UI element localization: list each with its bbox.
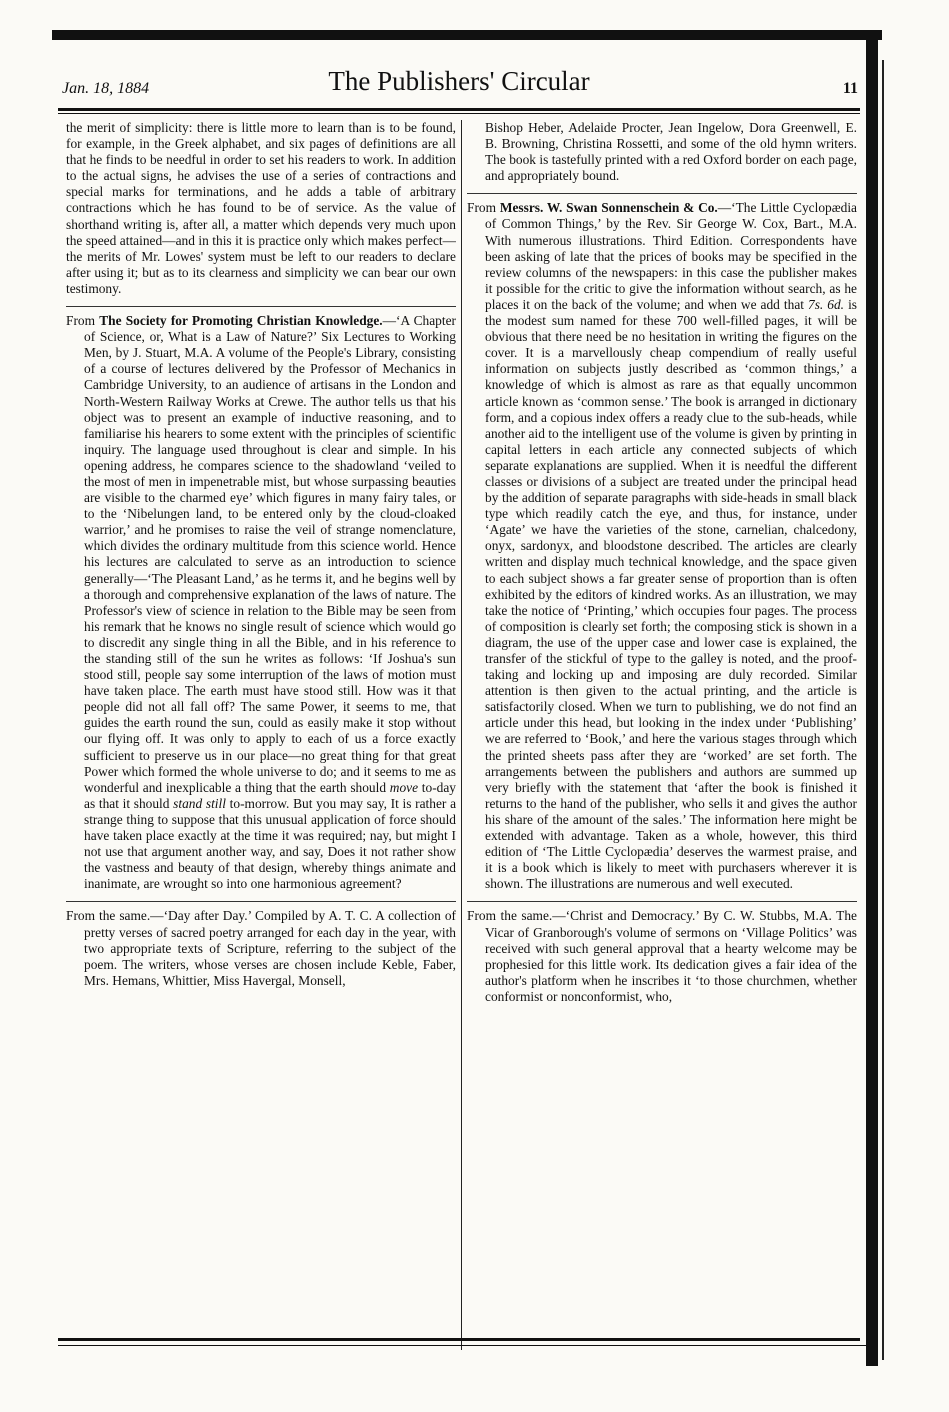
right-border-rule bbox=[866, 36, 878, 1366]
entry-emphasis: stand still bbox=[173, 795, 226, 811]
issue-date: Jan. 18, 1884 bbox=[62, 80, 150, 97]
entry-text: to-morrow. But you may say, It is rather a strange thing to suppose that this unusual application of force should have taken place exactly at the time it was required; nay, but might I not use that argument another way, and say, Does it not rather show the vastness and beauty of that design, whereby things animate and inanimate, are wrought so into one harmonious agreement? bbox=[84, 795, 456, 892]
review-continuation: Bishop Heber, Adelaide Procter, Jean Ingelow, Dora Greenwell, E. B. Browning, Christina Rossetti, and some of the old hymn writers. The book is tastefully printed with a red Oxford border on each page, and appropriately bound. bbox=[485, 120, 857, 184]
review-entry-sonnenschein bbox=[467, 200, 857, 892]
review-entry-day-after-day: From the same.—‘Day after Day.’ Compiled by A. T. C. A collection of pretty verses of sacred poetry arranged for each day in the year, with two appropriate texts of Scripture, referring to the subject of the poem. The writers, whose verses are chosen include Keble, Faber, Mrs. Hemans, Whittier, Miss Havergal, Monsell, bbox=[66, 908, 456, 988]
review-entry-christ-and-democracy: From the same.—‘Christ and Democracy.’ By C. W. Stubbs, M.A. The Vicar of Granborough's volume of sermons on ‘Village Politics’ was received with such general approval that a hearty welcome may be prophesied for this little work. Its dedication gives a fair idea of the author's platform when he inscribes it ‘to those churchmen, whether conformist or nonconformist, who, bbox=[467, 908, 857, 1004]
bottom-rule bbox=[58, 1338, 860, 1341]
right-border-thin-rule bbox=[882, 60, 884, 1360]
page-header bbox=[58, 58, 860, 104]
entry-price: 7s. 6d. bbox=[808, 296, 845, 312]
entry-text: —‘The Little Cyclopædia of Common Things,’ by the Rev. Sir George W. Cox, Bart., M.A. With numerous illustrations. Third Edition. Correspondents have been asking of late that the prices of books may be specified in the review columns of the newspapers: in this case the publisher makes it possible for the critic to give the information without search, as he places it on the back of the volume; and when we add that bbox=[485, 200, 857, 312]
publication-title: The Publishers' Circular bbox=[328, 66, 590, 96]
entry-text: —‘A Chapter of Science, or, What is a Law of Nature?’ Six Lectures to Working Men, by J. Stuart, M.A. A volume of the People's Library, consisting of a course of lectures delivered by the Professor of Mechanics in Cambridge University, to an audience of artisans in the London and North-Western Railway Works at Crewe. The author tells us that his object was to present an example of inductive reasoning, and to familiarise his hearers to some extent with the principles of scientific inquiry. The language used throughout is clear and simple. In his opening address, he compares science to the shadowland ‘veiled to the most of men in impenetrable mist, but whose surpassing beauties are visible to the charmed eye’ which figures in many fairy tales, or to the ‘Nibelungen land, to be entered only by the cloud-cloaked warrior,’ and he promises to raise the veil of strange nomenclature, which divides the ordinary multitude from this science world. Hence his lectures are calculated to serve as an introduction to science generally—‘The Pleasant Land,’ as he terms it, and he begins well by a thorough and comprehensive explanation of the laws of nature. The Professor's view of science in relation to the Bible may be seen from his remark that he knows no single result of science which would go to discredit any single thing in all the Bible, and in his reference to the standing still of the sun he writes as follows: ‘If Joshua's sun stood still, people say some interruption of the laws of motion must have taken place. The earth must have stood still. How was it that people did not all fall off? The same Power, it seems to me, that guides the earth round the sun, could as easily make it stop without our flying off. It was only to apply to each of us a force exactly sufficient to preserve us in our place—no great thing for that great Power which formed the whole universe to do; and it seems to me as wonderful and inexplicable a thing that the earth should bbox=[84, 313, 456, 795]
page-number: 11 bbox=[842, 80, 858, 97]
entry-separator bbox=[66, 306, 456, 307]
publisher-name: Messrs. W. Swan Sonnenschein & Co. bbox=[499, 200, 718, 216]
left-column bbox=[66, 120, 456, 1335]
review-entry-spck bbox=[66, 313, 456, 892]
publisher-name: The Society for Promoting Christian Knowledge. bbox=[99, 313, 383, 329]
right-column bbox=[467, 120, 857, 1335]
review-continuation: the merit of simplicity: there is little more to learn than is to be found, for example, in the Greek alphabet, and six pages of definitions are all that he finds to be needful in order to set his readers to work. In addition to the actual signs, he advises the use of a series of contractions and special marks for terminations, and he adds a table of arbitrary contractions which he has found to be of service. As the value of shorthand writing is, after all, a matter which depends very much upon the speed attained—and in this it is practice only which makes perfect—the merits of Mr. Lowes' system must be left to our readers to declare after using it; but as to its clearness and simplicity we can bear our own testimony. bbox=[66, 120, 456, 296]
entry-text: is the modest sum named for these 700 well-filled pages, it will be obvious that there need be no hesitation in writing the figures on the cover. It is a marvellously cheap compendium of really useful information on subjects justly described as ‘common things,’ a knowledge of which is almost as rare as that equally uncommon article known as ‘common sense.’ The book is arranged in dictionary form, and a copious index offers a ready clue to the sub-heads, while another aid to the intelligent use of the volume is given by printing in capital letters in each article any connected subjects of which separate explanations are supplied. When it is needful the different classes or divisions of a subject are treated under the principal head by the addition of separate paragraphs with side-heads in small black type which readily catch the eye, and thus, for instance, under ‘Agate’ we have the varieties of the stone, carnelian, chalcedony, onyx, sardonyx, and bloodstone described. The articles are clearly written and display much technical knowledge, and the space given to each subject shows a far greater sense of proportion than is often exhibited by the editors of kindred works. As an illustration, we may take the notice of ‘Printing,’ which occupies four pages. The process of composition is clearly set forth; the composing stick is shown in a diagram, the use of the upper case and lower case is explained, the transfer of the stickful of type to the galley is noted, and the proof-taking and locking up and imposing are duly recorded. Similar attention is then given to the actual printing, and the article is satisfactorily closed. When we turn to publishing, we do not find an article under this head, but looking in the index under ‘Publishing’ we are referred to ‘Book,’ and here the various stages through which the printed sheets pass after they are ‘worked’ are set forth. The arrangements between the publishers and authors are summed up very briefly with the statement that ‘after the book is finished it returns to the hand of the publisher, who sells it and gives the author his share of the amount of the sales.’ The information here might be extended with advantage. Taken as a whole, however, this third edition of ‘The Little Cyclopædia’ deserves the warmest praise, and it is a book which is likely to meet with purchasers wherever it is shown. The illustrations are numerous and well executed. bbox=[485, 296, 857, 892]
header-rule-thin bbox=[58, 113, 860, 114]
entry-separator bbox=[467, 193, 857, 194]
entry-text: to-day as that it should bbox=[84, 779, 456, 811]
entry-separator bbox=[66, 901, 456, 902]
header-rule bbox=[58, 108, 860, 111]
bottom-rule-thin bbox=[58, 1345, 866, 1346]
column-divider bbox=[461, 120, 462, 1350]
entry-from: From bbox=[66, 313, 100, 329]
entry-from: From bbox=[467, 200, 500, 216]
top-border-rule bbox=[52, 30, 882, 40]
entry-emphasis: move bbox=[389, 779, 419, 795]
entry-separator bbox=[467, 901, 857, 902]
